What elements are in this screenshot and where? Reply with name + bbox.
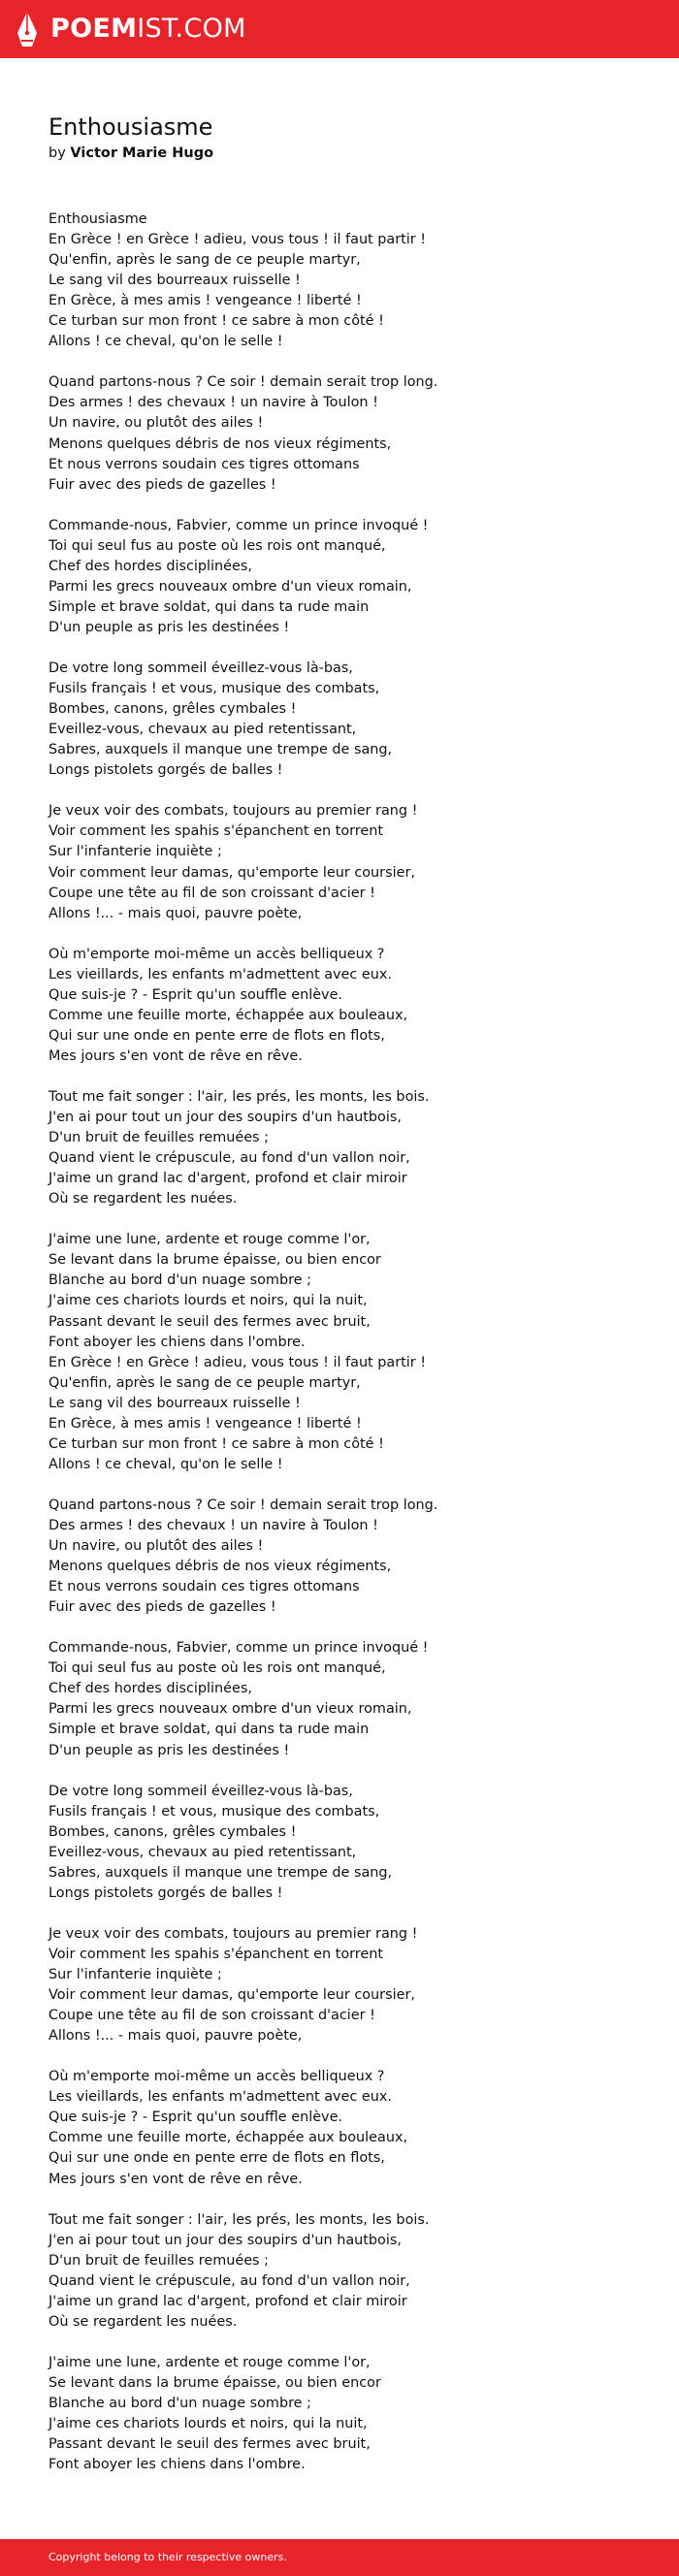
poem-line: Se levant dans la brume épaisse, ou bien encor bbox=[48, 2374, 381, 2391]
poem-line: Le sang vil des bourreaux ruisselle ! bbox=[48, 1395, 301, 1411]
stanza-break bbox=[48, 924, 650, 945]
stanza-break bbox=[48, 638, 650, 659]
poem-line: Quand partons-nous ? Ce soir ! demain serait trop long. bbox=[48, 1497, 438, 1513]
poem-line: Simple et brave soldat, qui dans ta rude main bbox=[48, 598, 370, 615]
poem-line: Mes jours s'en vont de rêve en rêve. bbox=[48, 2171, 303, 2187]
site-footer bbox=[0, 2539, 679, 2576]
poem-line: Un navire, ou plutôt des ailes ! bbox=[48, 1538, 264, 1555]
poem-line: Où m'emporte moi-même un accès belliqueux ? bbox=[48, 2069, 385, 2085]
poem-line: D'un peuple as pris les destinées ! bbox=[48, 1742, 290, 1758]
stanza-break bbox=[48, 496, 650, 516]
poem-line: Tout me fait songer : l'air, les prés, les monts, les bois. bbox=[48, 1089, 430, 1106]
poem-line: Longs pistolets gorgés de balles ! bbox=[48, 762, 283, 779]
poem-line: Voir comment les spahis s'épanchent en torrent bbox=[48, 1946, 384, 1962]
poem-line: Comme une feuille morte, échappée aux bouleaux, bbox=[48, 2130, 408, 2146]
stanza-break bbox=[48, 1904, 650, 1924]
poem-line: Tout me fait songer : l'air, les prés, les monts, les bois. bbox=[48, 2211, 430, 2228]
poem-line: Menons quelques débris de nos vieux régiments, bbox=[48, 1559, 392, 1575]
poem-line: Et nous verrons soudain ces tigres ottomans bbox=[48, 456, 360, 472]
poem-line: Mes jours s'en vont de rêve en rêve. bbox=[48, 1047, 303, 1064]
pen-nib-icon bbox=[16, 10, 39, 48]
poem-line: Fusils français ! et vous, musique des combats, bbox=[48, 681, 380, 697]
poem-line: Toi qui seul fus au poste où les rois ont manqué, bbox=[48, 1660, 386, 1677]
poem-line: Voir comment les spahis s'épanchent en torrent bbox=[48, 823, 384, 840]
poem-line: Longs pistolets gorgés de balles ! bbox=[48, 1884, 283, 1901]
site-logo[interactable] bbox=[16, 10, 246, 48]
site-header bbox=[0, 0, 679, 58]
poem-line: Sabres, auxquels il manque une trempe de sang, bbox=[48, 1864, 393, 1881]
poem-line: Allons !... - mais quoi, pauvre poète, bbox=[48, 2028, 303, 2045]
poem-line: Sur l'infanterie inquiète ; bbox=[48, 1967, 222, 1983]
poem-line: Où se regardent les nuées. bbox=[48, 1191, 238, 1208]
poem-line: Les vieillards, les enfants m'admettent avec eux. bbox=[48, 2089, 392, 2106]
poem-line: J'en ai pour tout un jour des soupirs d'un hautbois, bbox=[48, 2232, 402, 2248]
poem-line: Quand vient le crépuscule, au fond d'un vallon noir, bbox=[48, 1150, 410, 1167]
poem-line: J'aime une lune, ardente et rouge comme l'or, bbox=[48, 2354, 371, 2370]
poem-line: Enthousiasme bbox=[48, 211, 147, 227]
poem-line: Sur l'infanterie inquiète ; bbox=[48, 844, 222, 860]
poem-line: Voir comment leur damas, qu'emporte leur coursier, bbox=[48, 864, 415, 881]
poem-line: Coupe une tête au fil de son croissant d'acier ! bbox=[48, 2008, 375, 2024]
stanza-break bbox=[48, 352, 650, 372]
poem-line: Passant devant le seuil des fermes avec bruit, bbox=[48, 2436, 371, 2453]
poem-line: Les vieillards, les enfants m'admettent avec eux. bbox=[48, 966, 392, 982]
poem-line: D'un peuple as pris les destinées ! bbox=[48, 619, 290, 635]
poem-line: Chef des hordes disciplinées, bbox=[48, 558, 252, 574]
poem-line: Eveillez-vous, chevaux au pied retentissant, bbox=[48, 722, 357, 738]
poem-line: En Grèce ! en Grèce ! adieu, vous tous ! il faut partir ! bbox=[48, 1354, 427, 1370]
poem-line: Commande-nous, Fabvier, comme un prince invoqué ! bbox=[48, 517, 429, 533]
poem-line: Le sang vil des bourreaux ruisselle ! bbox=[48, 273, 301, 289]
poem-title: Enthousiasme bbox=[48, 113, 213, 141]
poem-line: Quand vient le crépuscule, au fond d'un vallon noir, bbox=[48, 2272, 410, 2289]
poem-line: Et nous verrons soudain ces tigres ottomans bbox=[48, 1579, 360, 1595]
poem-line: Blanche au bord d'un nuage sombre ; bbox=[48, 1272, 311, 1289]
stanza-break bbox=[48, 1618, 650, 1638]
poem-line: Des armes ! des chevaux ! un navire à Toulon ! bbox=[48, 1518, 378, 1533]
stanza-break bbox=[48, 1209, 650, 1230]
poem-line: Font aboyer les chiens dans l'ombre. bbox=[48, 1334, 306, 1350]
poem-line: Qu'enfin, après le sang de ce peuple martyr, bbox=[48, 1374, 361, 1391]
logo-text-rest: IST.COM bbox=[137, 14, 246, 44]
poem-line: Où se regardent les nuées. bbox=[48, 2313, 238, 2330]
poem-line: Chef des hordes disciplinées, bbox=[48, 1681, 252, 1697]
logo-text-bold: POEM bbox=[50, 14, 138, 44]
poem-line: Font aboyer les chiens dans l'ombre. bbox=[48, 2457, 306, 2473]
poem-line: Que suis-je ? - Esprit qu'un souffle enlève. bbox=[48, 986, 343, 1003]
poem-line: J'aime ces chariots lourds et noirs, qui la nuit, bbox=[48, 2416, 368, 2432]
poem-line: Ce turban sur mon front ! ce sabre à mon côté ! bbox=[48, 313, 384, 330]
poem-line: Allons ! ce cheval, qu'on le selle ! bbox=[48, 334, 283, 350]
byline-prefix: by bbox=[48, 145, 66, 161]
poem-line: Fusils français ! et vous, musique des combats, bbox=[48, 1803, 380, 1819]
poem-line: J'aime un grand lac d'argent, profond et clair miroir bbox=[48, 2293, 407, 2309]
poem-line: Parmi les grecs nouveaux ombre d'un vieux romain, bbox=[48, 1701, 412, 1718]
poem-line: Commande-nous, Fabvier, comme un prince invoqué ! bbox=[48, 1640, 429, 1657]
poem-line: Se levant dans la brume épaisse, ou bien encor bbox=[48, 1252, 381, 1269]
poem-line: J'aime un grand lac d'argent, profond et clair miroir bbox=[48, 1171, 407, 1187]
poem-line: Que suis-je ? - Esprit qu'un souffle enlève. bbox=[48, 2109, 343, 2126]
stanza-break bbox=[48, 2190, 650, 2210]
poem-line: Qui sur une onde en pente erre de flots en flots, bbox=[48, 1027, 385, 1044]
poem-line: Eveillez-vous, chevaux au pied retentissant, bbox=[48, 1844, 357, 1860]
poem-line: Ce turban sur mon front ! ce sabre à mon côté ! bbox=[48, 1435, 384, 1452]
poem-line: Un navire, ou plutôt des ailes ! bbox=[48, 415, 264, 432]
poem-line: De votre long sommeil éveillez-vous là-bas, bbox=[48, 1783, 353, 1799]
poem-body bbox=[48, 209, 650, 2475]
poem-line: Coupe une tête au fil de son croissant d'acier ! bbox=[48, 885, 375, 901]
poem-line: Passant devant le seuil des fermes avec bruit, bbox=[48, 1313, 371, 1330]
poem-line: J'aime une lune, ardente et rouge comme l'or, bbox=[48, 1232, 371, 1248]
poem-line: Parmi les grecs nouveaux ombre d'un vieux romain, bbox=[48, 578, 412, 595]
stanza-break bbox=[48, 781, 650, 801]
poem-line: Où m'emporte moi-même un accès belliqueux ? bbox=[48, 946, 385, 962]
poem-line: Allons !... - mais quoi, pauvre poète, bbox=[48, 905, 303, 921]
poem-line: Voir comment leur damas, qu'emporte leur coursier, bbox=[48, 1987, 415, 2004]
poem-line: Je veux voir des combats, toujours au premier rang ! bbox=[48, 1925, 418, 1942]
poem-line: Bombes, canons, grêles cymbales ! bbox=[48, 1823, 297, 1840]
poem-line: Allons ! ce cheval, qu'on le selle ! bbox=[48, 1456, 283, 1472]
poem-line: Simple et brave soldat, qui dans ta rude main bbox=[48, 1722, 370, 1738]
stanza-break bbox=[48, 1475, 650, 1496]
poem-line: Toi qui seul fus au poste où les rois ont manqué, bbox=[48, 537, 386, 554]
poem-line: Menons quelques débris de nos vieux régiments, bbox=[48, 435, 392, 452]
poem-line: Bombes, canons, grêles cymbales ! bbox=[48, 701, 297, 718]
poem-byline bbox=[48, 143, 213, 164]
poem-line: Blanche au bord d'un nuage sombre ; bbox=[48, 2396, 311, 2412]
stanza-break bbox=[48, 2333, 650, 2353]
logo-text bbox=[50, 10, 246, 48]
author-name[interactable]: Victor Marie Hugo bbox=[70, 145, 214, 161]
poem-line: En Grèce ! en Grèce ! adieu, vous tous ! il faut partir ! bbox=[48, 232, 427, 248]
stanza-break bbox=[48, 1067, 650, 1087]
poem-line: Qu'enfin, après le sang de ce peuple martyr, bbox=[48, 252, 361, 269]
poem-line: J'aime ces chariots lourds et noirs, qui la nuit, bbox=[48, 1293, 368, 1309]
poem-line: D'un bruit de feuilles remuées ; bbox=[48, 2252, 269, 2269]
poem-line: Fuir avec des pieds de gazelles ! bbox=[48, 1599, 276, 1616]
poem-line: Comme une feuille morte, échappée aux bouleaux, bbox=[48, 1007, 408, 1023]
poem-line: Fuir avec des pieds de gazelles ! bbox=[48, 476, 276, 493]
poem-line: Qui sur une onde en pente erre de flots en flots, bbox=[48, 2150, 385, 2167]
stanza-break bbox=[48, 1761, 650, 1782]
stanza-break bbox=[48, 2046, 650, 2067]
poem-line: Je veux voir des combats, toujours au premier rang ! bbox=[48, 803, 418, 820]
poem-line: En Grèce, à mes amis ! vengeance ! liberté ! bbox=[48, 1415, 362, 1432]
copyright-notice: Copyright belong to their respective owners. bbox=[48, 2551, 287, 2563]
poem-line: De votre long sommeil éveillez-vous là-bas, bbox=[48, 660, 353, 677]
poem-line: J'en ai pour tout un jour des soupirs d'un hautbois, bbox=[48, 1110, 402, 1126]
poem-line: Sabres, auxquels il manque une trempe de sang, bbox=[48, 742, 393, 758]
poem-line: Des armes ! des chevaux ! un navire à Toulon ! bbox=[48, 395, 378, 411]
poem-line: Quand partons-nous ? Ce soir ! demain serait trop long. bbox=[48, 374, 438, 391]
poem-line: En Grèce, à mes amis ! vengeance ! liberté ! bbox=[48, 293, 362, 309]
poem-line: D'un bruit de feuilles remuées ; bbox=[48, 1130, 269, 1146]
